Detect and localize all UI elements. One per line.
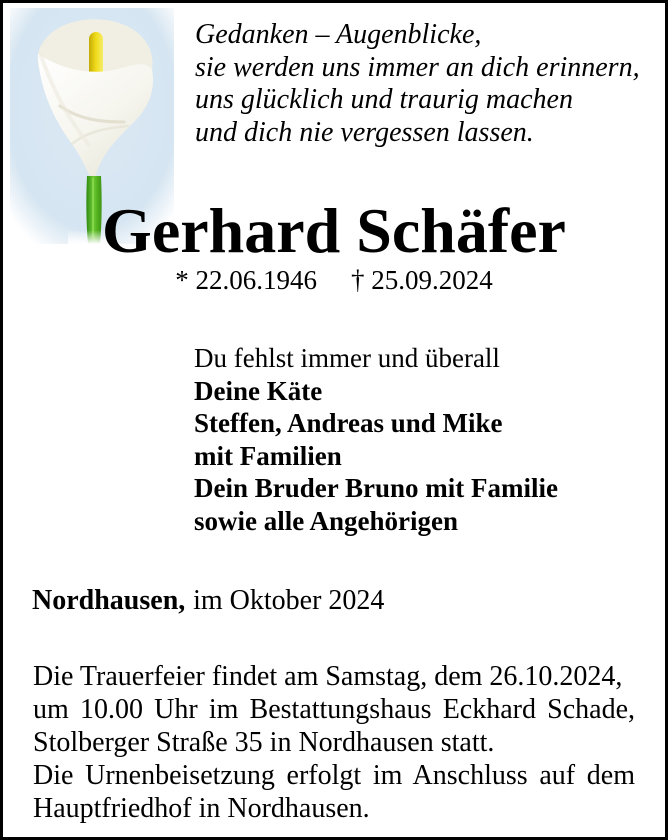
funeral-info-line: Die Trauerfeier findet am Samstag, dem 26.10.2024, <box>33 661 623 692</box>
memorial-verse-line: Gedanken – Augenblicke, <box>195 19 482 50</box>
mourner-line: Dein Bruder Bruno mit Familie <box>194 473 558 503</box>
funeral-info-line: Stolberger Straße 35 in Nordhausen statt. <box>33 727 495 758</box>
deceased-name: Gerhard Schäfer <box>102 195 566 266</box>
mourner-line: sowie alle Angehörigen <box>194 505 458 536</box>
memorial-verse-line: und dich nie vergessen lassen. <box>195 116 534 148</box>
mourner-line: mit Familien <box>194 440 342 471</box>
funeral-info-line: Hauptfriedhof in Nordhausen. <box>33 793 370 824</box>
place-date-line <box>32 584 384 618</box>
mourner-line: Steffen, Andreas und Mike <box>194 408 503 438</box>
memorial-verse-line: uns glücklich und traurig machen <box>195 84 573 115</box>
mourner-line: Deine Käte <box>194 375 323 406</box>
funeral-info-line: um 10.00 Uhr im Bestattungshaus Eckhard Schade, <box>33 694 635 725</box>
life-dates <box>3 263 665 297</box>
place-name: Nordhausen, <box>32 585 186 616</box>
death-date: † 25.09.2024 <box>351 265 493 295</box>
memorial-verse-line: sie werden uns immer an dich erinnern, <box>195 51 640 83</box>
funeral-info <box>33 660 635 825</box>
birth-date: * 22.06.1946 <box>175 265 317 295</box>
family-message-intro: Du fehlst immer und überall <box>194 343 500 373</box>
memorial-verse <box>195 19 640 149</box>
funeral-info-line: Die Urnenbeisetzung erfolgt im Anschluss auf dem <box>33 760 635 791</box>
family-message <box>194 342 558 537</box>
notice-date: im Oktober 2024 <box>193 585 385 616</box>
